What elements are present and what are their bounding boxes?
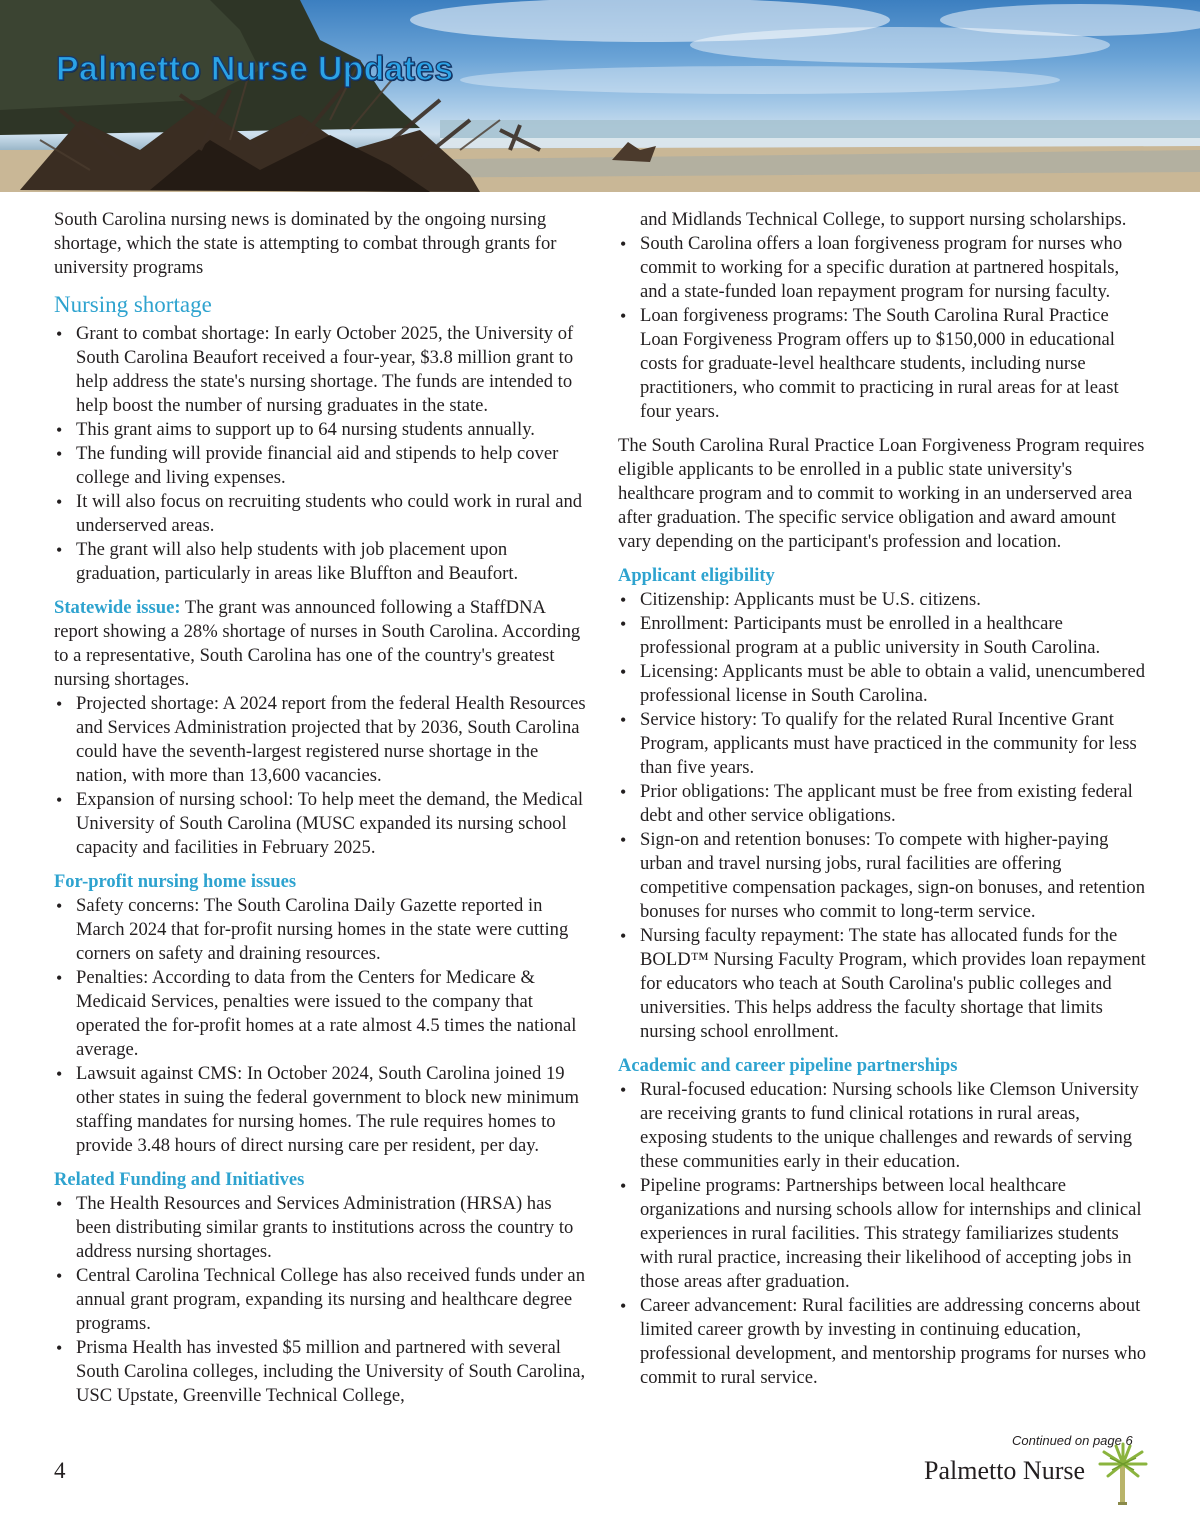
list-item: • The grant will also help students with job placement upon graduation, particularly in areas like Bluffton and Beaufort. [56,539,519,584]
list-item: • Licensing: Applicants must be able to obtain a valid, unencumbered professional license in South Carolina. [620,661,1145,706]
list-item: • Career advancement: Rural facilities are addressing concerns about limited career growth by investing in continuing education, professional development, and mentorship programs for nurses who commit to rural service. [620,1295,1147,1388]
statewide-issue-paragraph: Statewide issue: The grant was announced following a StaffDNA report showing a 28% shortage of nurses in South Carolina. According to a representative, South Carolina has one of the country's greatest nursing shortages. [54,597,581,690]
list-item: • Grant to combat shortage: In early October 2025, the University of South Carolina Beaufort received a four-year, $3.8 million grant to help address the state's nursing shortage. The funds are intended to help boost the number of nursing graduates in the state. [56,323,574,416]
list-item: • This grant aims to support up to 64 nursing students annually. [56,419,535,440]
list-item: • Rural-focused education: Nursing schools like Clemson University are receiving grants to fund clinical rotations in rural areas, exposing students to the unique challenges and rewards of serving these communities early in their education. [620,1079,1139,1172]
bullet-icon: • [620,830,627,850]
list-item: • Citizenship: Applicants must be U.S. citizens. [620,589,981,610]
bullet-icon: • [56,896,63,916]
intro-paragraph: South Carolina nursing news is dominated by the ongoing nursing shortage, which the state is attempting to combat through grants for university programs [54,209,557,278]
bullet-icon: • [56,1266,63,1286]
list-item: • Central Carolina Technical College has also received funds under an annual grant program, expanding its nursing and healthcare degree programs. [56,1265,585,1334]
list-item: • Enrollment: Participants must be enrolled in a healthcare professional program at a public university in South Carolina. [620,613,1101,658]
list-item: • The Health Resources and Services Administration (HRSA) has been distributing similar grants to institutions across the country to address nursing shortages. [56,1193,574,1262]
bullet-icon: • [56,540,63,560]
palmetto-tree-icon [1098,1442,1148,1506]
bullet-icon: • [56,1064,63,1084]
for-profit-list [54,894,586,1158]
section-heading-pipeline-partnerships: Academic and career pipeline partnerships [618,1056,958,1076]
bullet-icon: • [620,614,627,634]
bullet-icon: • [620,1176,627,1196]
bullet-icon: • [620,1080,627,1100]
bullet-icon: • [620,590,627,610]
list-item: • The funding will provide financial aid and stipends to help cover college and living expenses. [56,443,559,488]
bullet-icon: • [56,444,63,464]
header-banner [0,0,1200,192]
section-heading-related-funding: Related Funding and Initiatives [54,1170,305,1190]
publication-name: Palmetto Nurse [924,1456,1086,1485]
list-item: • Lawsuit against CMS: In October 2024, South Carolina joined 19 other states in suing the federal government to block new minimum staffing mandates for nursing homes. The rule requires homes to provide 3.48 hours of direct nursing care per resident, per day. [56,1063,579,1156]
bullet-icon: • [620,306,627,326]
eligibility-list [618,588,1150,1044]
continued-list-text: and Midlands Technical College, to support nursing scholarships. [640,209,1127,230]
pipeline-list [618,1078,1150,1390]
bullet-icon: • [620,782,627,802]
list-item: • Pipeline programs: Partnerships between local healthcare organizations and nursing schools allow for internships and clinical experiences in rural facilities. This strategy familiarizes students with rural practice, increasing their likelihood of accepting jobs in those areas after graduation. [620,1175,1142,1292]
bullet-icon: • [56,324,63,344]
bullet-icon: • [56,1338,63,1358]
page-title: Palmetto Nurse Updates [56,50,454,88]
related-funding-list [54,1192,586,1408]
bullet-icon: • [56,694,63,714]
statewide-issue-list [54,692,586,860]
bullet-icon: • [620,234,627,254]
statewide-issue-label: Statewide issue: [54,597,181,618]
list-item: • Nursing faculty repayment: The state has allocated funds for the BOLD™ Nursing Faculty Program, which provides loan repayment for educators who teach at South Carolina's public colleges and universities. This helps address the faculty shortage that limits nursing school enrollment. [620,925,1146,1042]
list-item: • Expansion of nursing school: To help meet the demand, the Medical University of South Carolina (MUSC expanded its nursing school capacity and facilities in February 2025. [56,789,583,858]
continued-note: Continued on page 6 [1012,1433,1133,1448]
loan-forgiveness-list [618,232,1150,424]
list-item: • Safety concerns: The South Carolina Daily Gazette reported in March 2024 that for-profit nursing homes in the state were cutting corners on safety and draining resources. [56,895,569,964]
list-item: • Projected shortage: A 2024 report from the federal Health Resources and Services Administration projected that by 2036, South Carolina could have the seventh-largest registered nurse shortage in the nation, with more than 13,600 vacancies. [56,693,586,786]
page-number: 4 [54,1458,66,1483]
bullet-icon: • [56,968,63,988]
bullet-icon: • [56,492,63,512]
list-item: • It will also focus on recruiting students who could work in rural and underserved areas. [56,491,583,536]
bullet-icon: • [620,662,627,682]
nursing-shortage-list [54,322,586,586]
left-column [54,208,586,1410]
list-item: • Loan forgiveness programs: The South Carolina Rural Practice Loan Forgiveness Program offers up to $150,000 in educational costs for graduate-level healthcare students, including nurse practitioners, who commit to practicing in rural areas for at least four years. [620,305,1119,422]
list-item: • Penalties: According to data from the Centers for Medicare & Medicaid Services, penalties were issued to the company that operated the for-profit homes at a rate almost 4.5 times the national average. [56,967,577,1060]
list-item: • Prior obligations: The applicant must be free from existing federal debt and other service obligations. [620,781,1133,826]
list-item: • Service history: To qualify for the related Rural Incentive Grant Program, applicants must have practiced in the community for less than five years. [620,709,1137,778]
list-item: • Prisma Health has invested $5 million and partnered with several South Carolina colleges, including the University of South Carolina, USC Upstate, Greenville Technical College, [56,1337,586,1406]
bullet-icon: • [56,790,63,810]
list-item: • Sign-on and retention bonuses: To compete with higher-paying urban and travel nursing jobs, rural facilities are offering competitive compensation packages, sign-on bonuses, and retention bonuses for nurses who commit to long-term service. [620,829,1146,922]
bullet-icon: • [620,926,627,946]
beach-photo [0,0,1200,192]
right-column [618,208,1150,1392]
bullet-icon: • [620,710,627,730]
bullet-icon: • [620,1296,627,1316]
section-heading-nursing-shortage: Nursing shortage [54,292,212,317]
list-item: • South Carolina offers a loan forgiveness program for nurses who commit to working for a specific duration at partnered hospitals, and a state-funded loan repayment program for nursing faculty. [620,233,1123,302]
rural-practice-paragraph: The South Carolina Rural Practice Loan Forgiveness Program requires eligible applicants to be enrolled in a public state university's healthcare program and to commit to working in an underserved area after graduation. The specific service obligation and award amount vary depending on the participant's profession and location. [618,435,1145,552]
bullet-icon: • [56,1194,63,1214]
bullet-icon: • [56,420,63,440]
section-heading-applicant-eligibility: Applicant eligibility [618,566,775,586]
section-heading-for-profit: For-profit nursing home issues [54,872,297,892]
